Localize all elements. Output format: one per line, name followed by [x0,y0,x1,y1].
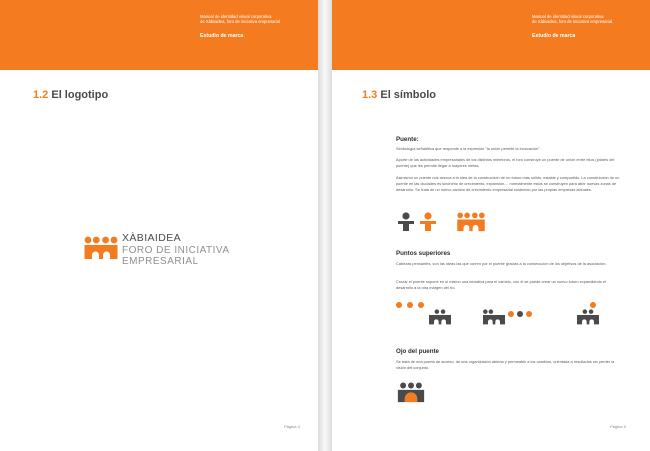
page-title [33,89,108,101]
bridge-pillars-icon [576,309,600,325]
heading-text: El logotipo [51,89,109,101]
header-line-2: de Xàbiaidea, foro de iniciativa empresarial [200,19,281,25]
heading-number: 1.3 [362,89,378,101]
logo-tagline-2: EMPRESARIAL [122,256,199,267]
paragraph: Aporte de las actividades empresariales de los distintos miembros, el foro construye un puente de unión entre ellos (pilares del puente) que les permite llegar a mayores metas. [396,157,615,168]
header-line-1: Manual de identidad visual corporativa [200,14,272,19]
bridge-pillars-icon [428,309,452,325]
bridge-pillars-icon [482,309,506,325]
paragraph: Se trata de una puerta de acceso, de una organización abierta y permeable a los cambios, orientada a resultados sin perder la visión del conjunto. [396,359,615,370]
logo-tagline-1: FORO DE INICIATIVA [122,245,230,256]
paragraph: Cabezas pensantes, son las ideas las que corren por el puente gracias a la consecución de los objetivos de la asociación. [396,261,607,266]
header-section-title: Estudio de marca [532,33,576,39]
heading-text: El símbolo [380,89,436,101]
logo-name: XÀBIAIDEA [122,232,182,244]
section-title-ojo: Ojo del puente [396,348,439,355]
section-title-puntos: Puntos superiores [396,250,451,257]
header-band [0,0,318,70]
page-title [362,89,436,101]
header-line-2: de Xàbiaidea, foro de iniciativa empresarial [532,19,613,25]
ideas-sequence-3 [572,300,612,326]
header-manual-text [200,14,312,24]
right-page [332,0,650,451]
page-number: Página 5 [610,424,626,429]
header-manual-text [532,14,644,24]
header-section-title: Estudio de marca [200,33,244,39]
paragraph: Asimismo un puente nos acerca a la idea de la construcción de un futuro más sólido, estable y compartido. La construcción de un puente en las ciudades es sinónimo de crecimiento, expansión,... normalmente estos se construyen para abrir nuevas zonas de desarrollo. Se trata de un nuevo camino de crecimiento empresarial sostenido por las propias empresas actuales. [396,175,620,192]
heading-number: 1.2 [33,89,49,101]
left-page [0,0,318,451]
header-band [332,0,650,70]
paragraph: Cruzar el puente supone en sí mismo una iniciativa para el cambio, con él se puede crear un nuevo futuro expandiendo el desarrollo a la otra margen del río. [396,279,607,290]
bridge-symbol-icon [456,212,486,232]
bridge-eye-icon [396,382,426,403]
book-gutter [318,0,332,451]
page-number: Página 4 [284,424,300,429]
section-title-puente: Puente: [396,136,419,143]
ideas-sequence-2 [482,300,552,326]
header-line-1: Manual de identidad visual corporativa [532,14,604,19]
ideas-sequence-1 [396,300,466,326]
pillar-figure-icon [396,212,416,232]
pillar-figure-icon [418,212,438,232]
paragraph: Simbología señalética que responde a la expresión "la unión permite la innovación". [396,146,541,151]
bridge-symbol-icon [84,236,118,260]
